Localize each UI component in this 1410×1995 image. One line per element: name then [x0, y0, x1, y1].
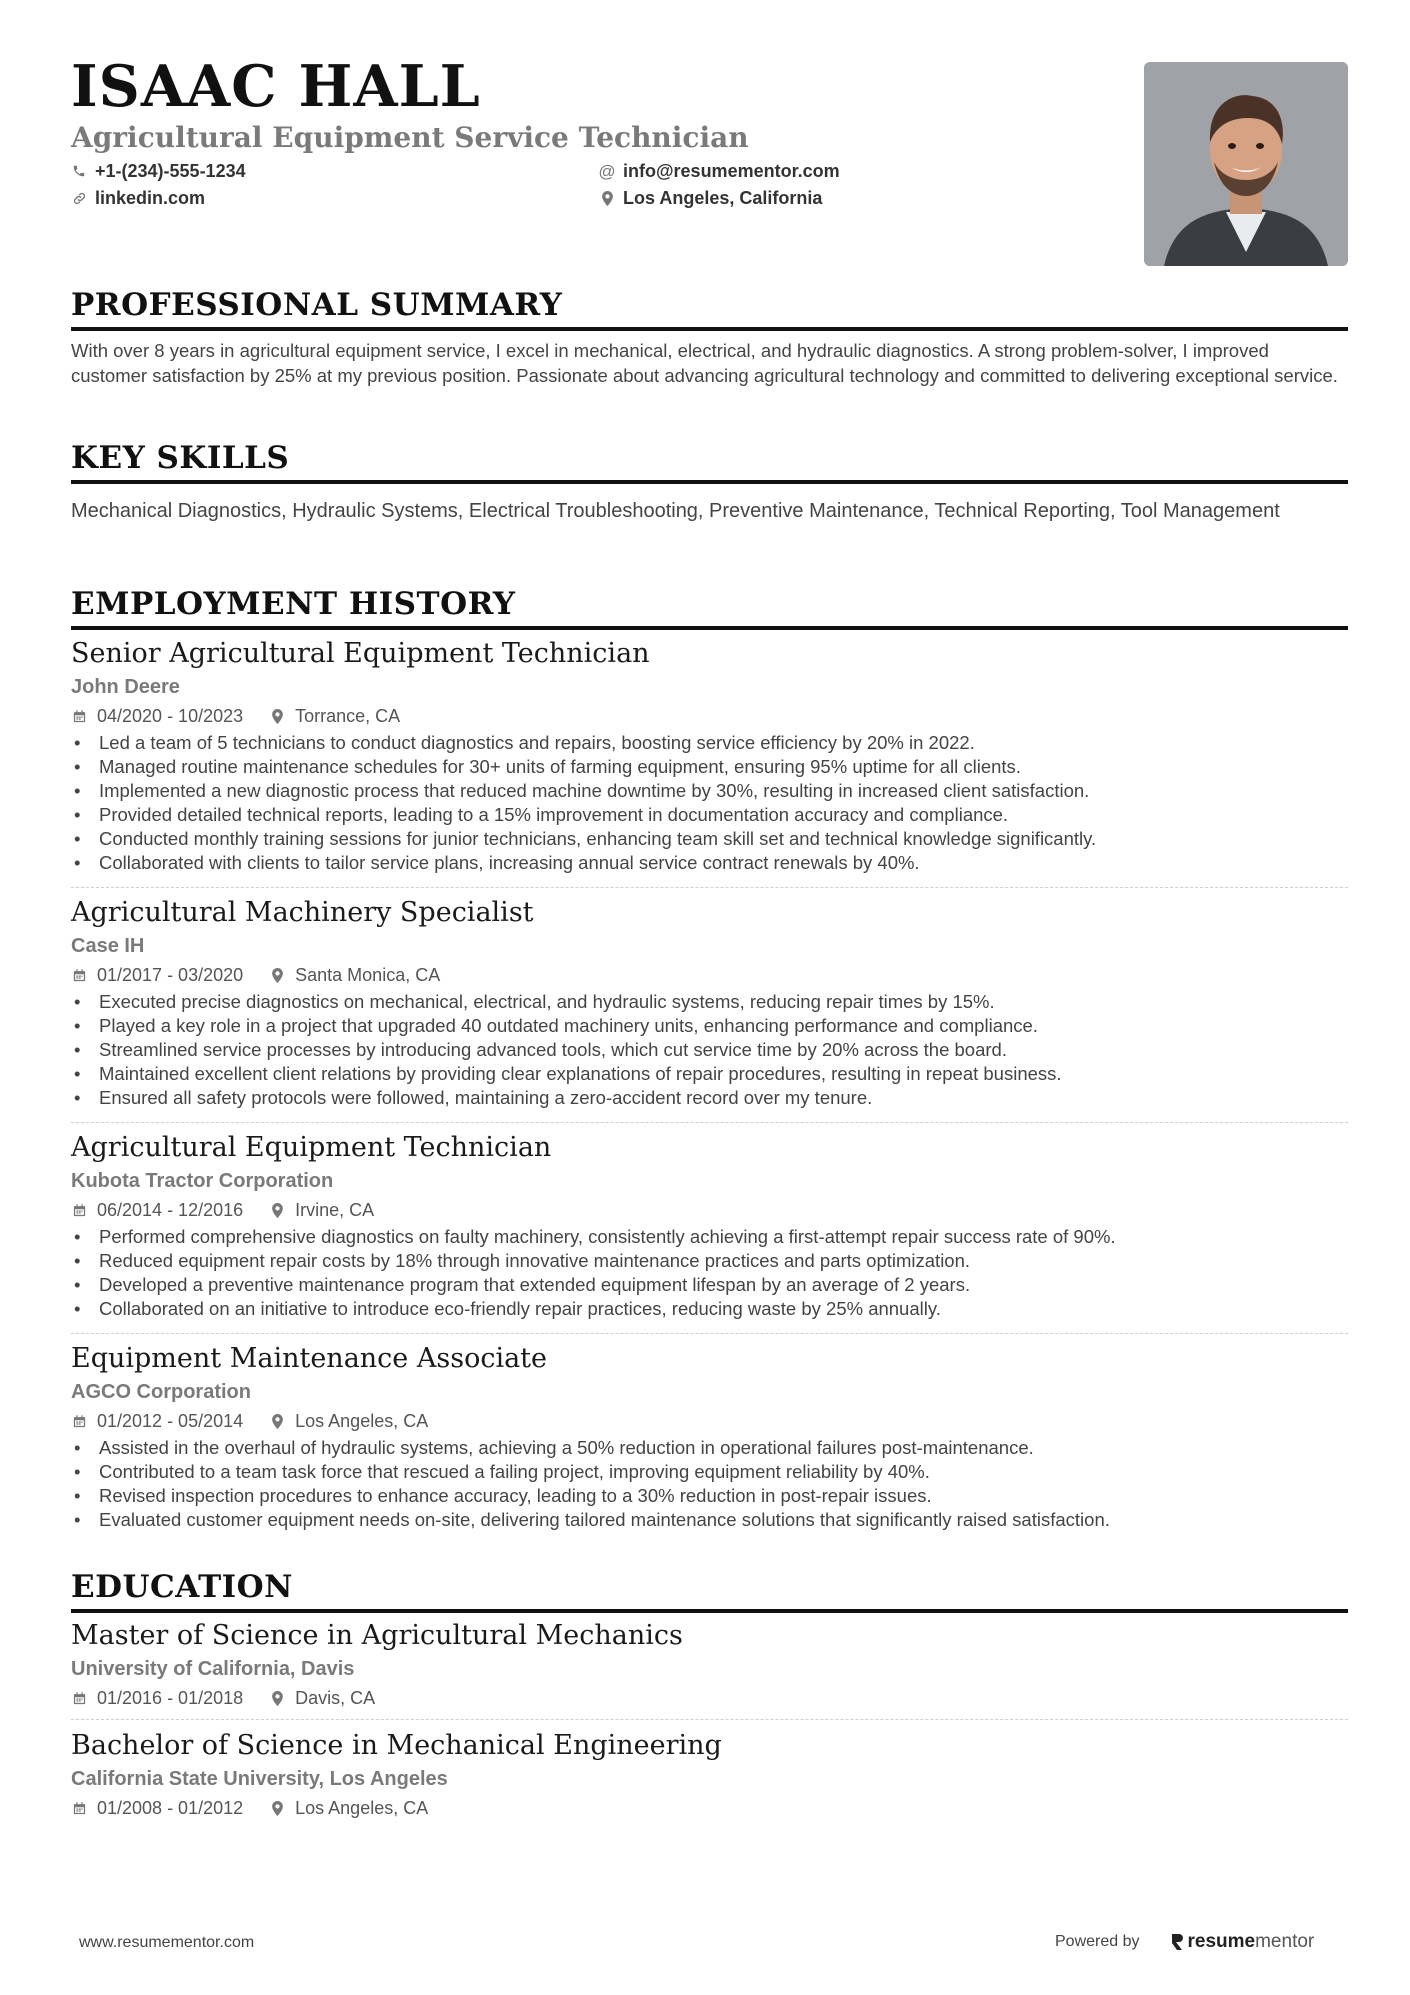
section-title-skills: KEY SKILLS: [71, 443, 1348, 484]
contact-linkedin: [71, 189, 205, 207]
contact-phone: [71, 162, 246, 180]
contact-email: [599, 162, 840, 180]
job-dates: 06/2014 - 12/2016: [97, 1200, 244, 1220]
school-name: California State University, Los Angeles: [71, 1768, 448, 1790]
job-company: AGCO Corporation: [71, 1381, 251, 1403]
skills-text: Mechanical Diagnostics, Hydraulic Systems, Electrical Troubleshooting, Preventive Maintenance, Technical Reporting, Tool Management: [71, 500, 1280, 522]
section-title-employment: EMPLOYMENT HISTORY: [71, 589, 1348, 630]
list-item: • Collaborated on an initiative to introduce eco-friendly repair practices, reducing waste by 25% annually.: [71, 1297, 1348, 1321]
job-meta: [71, 966, 1348, 984]
job-dates: 01/2017 - 03/2020: [97, 965, 244, 985]
calendar-icon: [71, 1690, 87, 1706]
map-pin-icon: [269, 1690, 285, 1706]
job-meta: [71, 1201, 1348, 1219]
job-entry: [71, 640, 1348, 875]
list-item: • Revised inspection procedures to enhance accuracy, leading to a 30% reduction in post-repair issues.: [71, 1484, 1348, 1508]
phone-text: +1-(234)-555-1234: [95, 161, 246, 181]
calendar-icon: [71, 967, 87, 983]
job-title: Equipment Maintenance Associate: [71, 1343, 548, 1374]
job-bullets: [71, 1225, 1348, 1321]
divider: [71, 1719, 1348, 1720]
job-meta: [71, 707, 1348, 725]
education-dates: 01/2016 - 01/2018: [97, 1688, 244, 1708]
map-pin-icon: [269, 1202, 285, 1218]
education-meta: [71, 1689, 1348, 1707]
degree-title: Bachelor of Science in Mechanical Engineering: [71, 1730, 722, 1761]
list-item: • Reduced equipment repair costs by 18% through innovative maintenance practices and parts optimization.: [71, 1249, 1348, 1273]
list-item: • Contributed to a team task force that rescued a failing project, improving equipment reliability by 40%.: [71, 1460, 1348, 1484]
job-entry: [71, 1134, 1348, 1321]
calendar-icon: [71, 1413, 87, 1429]
education-dates: 01/2008 - 01/2012: [97, 1798, 244, 1818]
list-item: • Maintained excellent client relations by providing clear explanations of repair procedures, resulting in repeat business.: [71, 1062, 1348, 1086]
map-pin-icon: [269, 967, 285, 983]
job-title: Agricultural Equipment Technician: [71, 1132, 552, 1163]
job-location: Irvine, CA: [269, 1201, 374, 1219]
contact-location: [599, 189, 822, 207]
degree-title: Master of Science in Agricultural Mechanics: [71, 1620, 683, 1651]
calendar-icon: [71, 1800, 87, 1816]
job-bullets: [71, 990, 1348, 1110]
job-location: Torrance, CA: [269, 707, 400, 725]
job-company: John Deere: [71, 676, 180, 698]
brand-logo[interactable]: resume mentor: [1170, 1931, 1315, 1953]
list-item: • Performed comprehensive diagnostics on faulty machinery, consistently achieving a first-attempt repair success rate of 90%.: [71, 1225, 1348, 1249]
job-location: Los Angeles, CA: [269, 1412, 428, 1430]
job-dates: 04/2020 - 10/2023: [97, 706, 244, 726]
list-item: • Streamlined service processes by introducing advanced tools, which cut service time by 20% across the board.: [71, 1038, 1348, 1062]
list-item: • Assisted in the overhaul of hydraulic systems, achieving a 50% reduction in operational failures post-maintenance.: [71, 1436, 1348, 1460]
job-company: Kubota Tractor Corporation: [71, 1170, 334, 1192]
link-icon: [71, 190, 87, 206]
job-company: Case IH: [71, 935, 145, 957]
list-item: • Ensured all safety protocols were followed, maintaining a zero-accident record over my tenure.: [71, 1086, 1348, 1110]
brand-mark-icon: [1170, 1933, 1184, 1951]
footer-website[interactable]: www.resumementor.com: [79, 1934, 255, 1951]
list-item: • Provided detailed technical reports, leading to a 15% improvement in documentation accuracy and compliance.: [71, 803, 1348, 827]
list-item: • Developed a preventive maintenance program that extended equipment lifespan by an average of 2 years.: [71, 1273, 1348, 1297]
job-bullets: [71, 1436, 1348, 1532]
section-title-education: EDUCATION: [71, 1572, 1348, 1613]
location-text: Los Angeles, California: [623, 188, 823, 208]
list-item: • Implemented a new diagnostic process that reduced machine downtime by 30%, resulting in increased client satisfaction.: [71, 779, 1348, 803]
education-location: Davis, CA: [269, 1689, 375, 1707]
candidate-role: Agricultural Equipment Service Technician: [71, 121, 749, 154]
education-meta: [71, 1799, 1348, 1817]
list-item: • Led a team of 5 technicians to conduct diagnostics and repairs, boosting service efficiency by 20% in 2022.: [71, 731, 1348, 755]
map-pin-icon: [599, 190, 615, 206]
school-name: University of California, Davis: [71, 1658, 355, 1680]
job-title: Agricultural Machinery Specialist: [71, 897, 534, 928]
email-text[interactable]: info@resumementor.com: [623, 161, 840, 181]
summary-text: With over 8 years in agricultural equipment service, I excel in mechanical, electrical, and hydraulic diagnostics. A strong problem-solver, I improved customer satisfaction by 25% at my previous position. Passionate about advancing agricultural technology and committed to delivering exceptional service.: [71, 340, 1338, 386]
phone-icon: [71, 163, 87, 179]
profile-photo: [1144, 62, 1348, 266]
calendar-icon: [71, 708, 87, 724]
education-location: Los Angeles, CA: [269, 1799, 428, 1817]
map-pin-icon: [269, 1413, 285, 1429]
map-pin-icon: [269, 708, 285, 724]
education-entry: [71, 1732, 1348, 1817]
section-title-summary: PROFESSIONAL SUMMARY: [71, 290, 1348, 331]
divider: [71, 1333, 1348, 1334]
job-entry: [71, 1345, 1348, 1532]
job-title: Senior Agricultural Equipment Technician: [71, 638, 650, 669]
job-location: Santa Monica, CA: [269, 966, 440, 984]
divider: [71, 1122, 1348, 1123]
job-dates: 01/2012 - 05/2014: [97, 1411, 244, 1431]
footer-powered: [1055, 1931, 1314, 1953]
list-item: • Played a key role in a project that upgraded 40 outdated machinery units, enhancing performance and compliance.: [71, 1014, 1348, 1038]
job-entry: [71, 899, 1348, 1110]
list-item: • Managed routine maintenance schedules for 30+ units of farming equipment, ensuring 95% uptime for all clients.: [71, 755, 1348, 779]
candidate-name: ISAAC HALL: [71, 53, 481, 120]
calendar-icon: [71, 1202, 87, 1218]
at-icon: @: [598, 161, 616, 181]
list-item: • Evaluated customer equipment needs on-site, delivering tailored maintenance solutions that significantly raised satisfaction.: [71, 1508, 1348, 1532]
education-entry: [71, 1622, 1348, 1707]
map-pin-icon: [269, 1800, 285, 1816]
powered-by-label: Powered by: [1055, 1933, 1140, 1950]
list-item: • Conducted monthly training sessions for junior technicians, enhancing team skill set and technical knowledge significantly.: [71, 827, 1348, 851]
list-item: • Executed precise diagnostics on mechanical, electrical, and hydraulic systems, reducing repair times by 15%.: [71, 990, 1348, 1014]
job-meta: [71, 1412, 1348, 1430]
divider: [71, 887, 1348, 888]
job-bullets: [71, 731, 1348, 875]
linkedin-text[interactable]: linkedin.com: [95, 188, 206, 208]
list-item: • Collaborated with clients to tailor service plans, increasing annual service contract renewals by 40%.: [71, 851, 1348, 875]
